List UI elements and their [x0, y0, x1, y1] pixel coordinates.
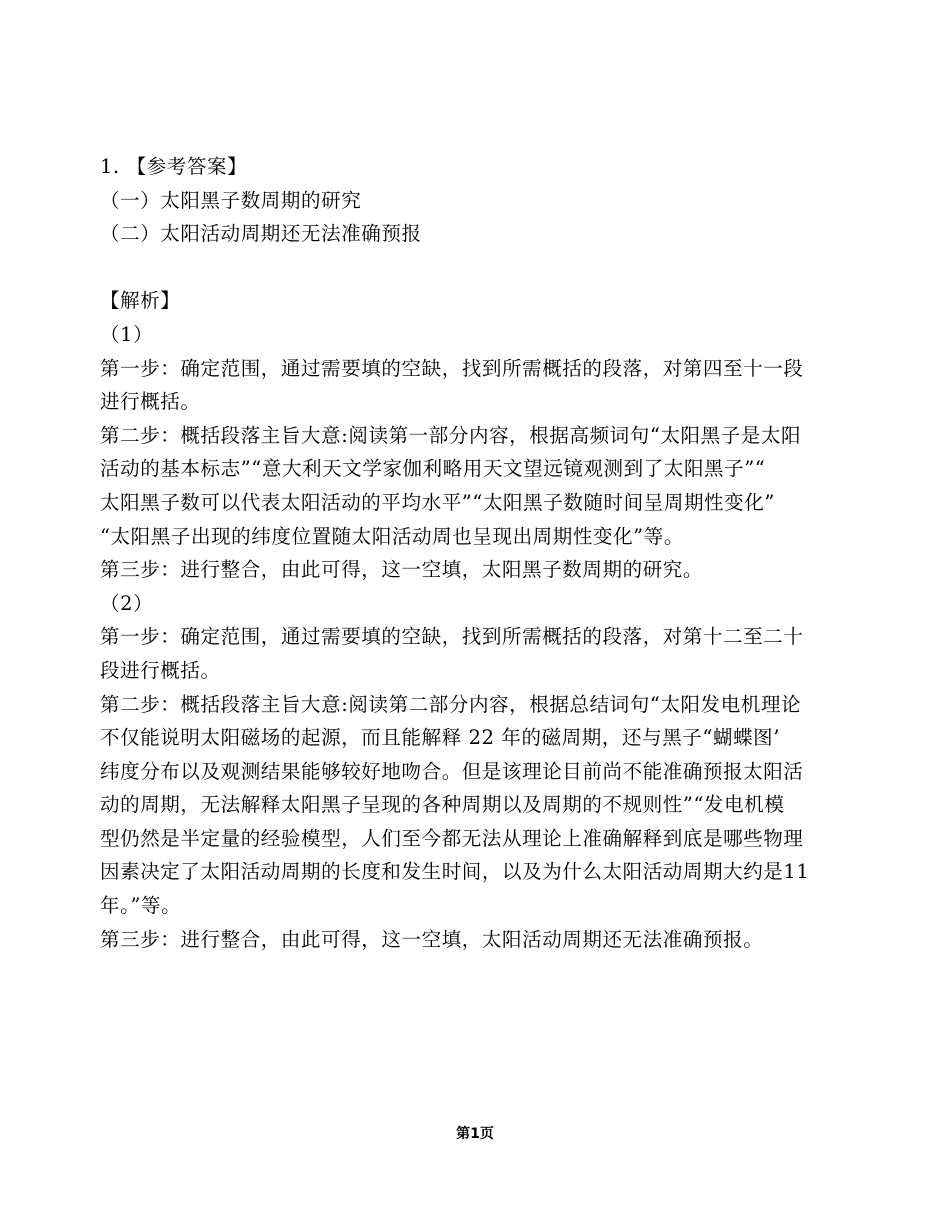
part2-line: 动的周期，无法解释太阳黑子呈现的各种周期以及周期的不规则性”“发电机模 — [100, 793, 785, 817]
answer-heading: 1. 【参考答案】 — [100, 155, 248, 178]
part2-line: 段进行概括。 — [100, 658, 221, 682]
part2-line: 不仅能说明太阳磁场的起源，而且能解释 22 年的磁周期，还与黑子“蝴蝶图’ — [100, 726, 781, 750]
part1-line: 活动的基本标志”“意大利天文学家伽利略用天文望远镜观测到了太阳黑子”“ — [100, 457, 766, 481]
part1-label: （1） — [100, 322, 154, 346]
part1-line: 第三步：进行整合，由此可得，这一空填，太阳黑子数周期的研究。 — [100, 558, 704, 582]
answer-item-1: （一）太阳黑子数周期的研究 — [100, 188, 362, 212]
part1-line: 第二步：概括段落主旨大意:阅读第一部分内容，根据高频词句“太阳黑子是太阳 — [100, 423, 802, 447]
part2-line: 第三步：进行整合，由此可得，这一空填，太阳活动周期还无法准确预报。 — [100, 927, 764, 951]
part2-line: 第二步：概括段落主旨大意:阅读第二部分内容，根据总结词句“太阳发电机理论 — [100, 692, 802, 716]
analysis-heading: 【解析】 — [100, 289, 181, 313]
answer-item-2: （二）太阳活动周期还无法准确预报 — [100, 222, 422, 246]
part2-line: 年。”等。 — [100, 894, 182, 918]
part2-line: 型仍然是半定量的经验模型，人们至今都无法从理论上准确解释到底是哪些物理 — [100, 826, 804, 850]
spacer — [100, 251, 860, 285]
document-body — [100, 150, 860, 956]
part1-line: 进行概括。 — [100, 390, 201, 414]
page-number: 第1页 — [456, 1126, 494, 1142]
part1-line: 太阳黑子数可以代表太阳活动的平均水平”“太阳黑子数随时间呈周期性变化” — [100, 490, 775, 514]
part1-line: 第一步：确定范围，通过需要填的空缺，找到所需概括的段落，对第四至十一段 — [100, 356, 804, 380]
part2-line: 因素决定了太阳活动周期的长度和发生时间，以及为什么太阳活动周期大约是11 — [100, 860, 810, 884]
part2-line: 第一步：确定范围，通过需要填的空缺，找到所需概括的段落，对第十二至二十 — [100, 625, 804, 649]
part2-line: 纬度分布以及观测结果能够较好地吻合。但是该理论目前尚不能准确预报太阳活 — [100, 759, 804, 783]
part2-label: （2） — [100, 591, 154, 615]
part1-line: “太阳黑子出现的纬度位置随太阳活动周也呈现出周期性变化”等。 — [100, 524, 684, 548]
